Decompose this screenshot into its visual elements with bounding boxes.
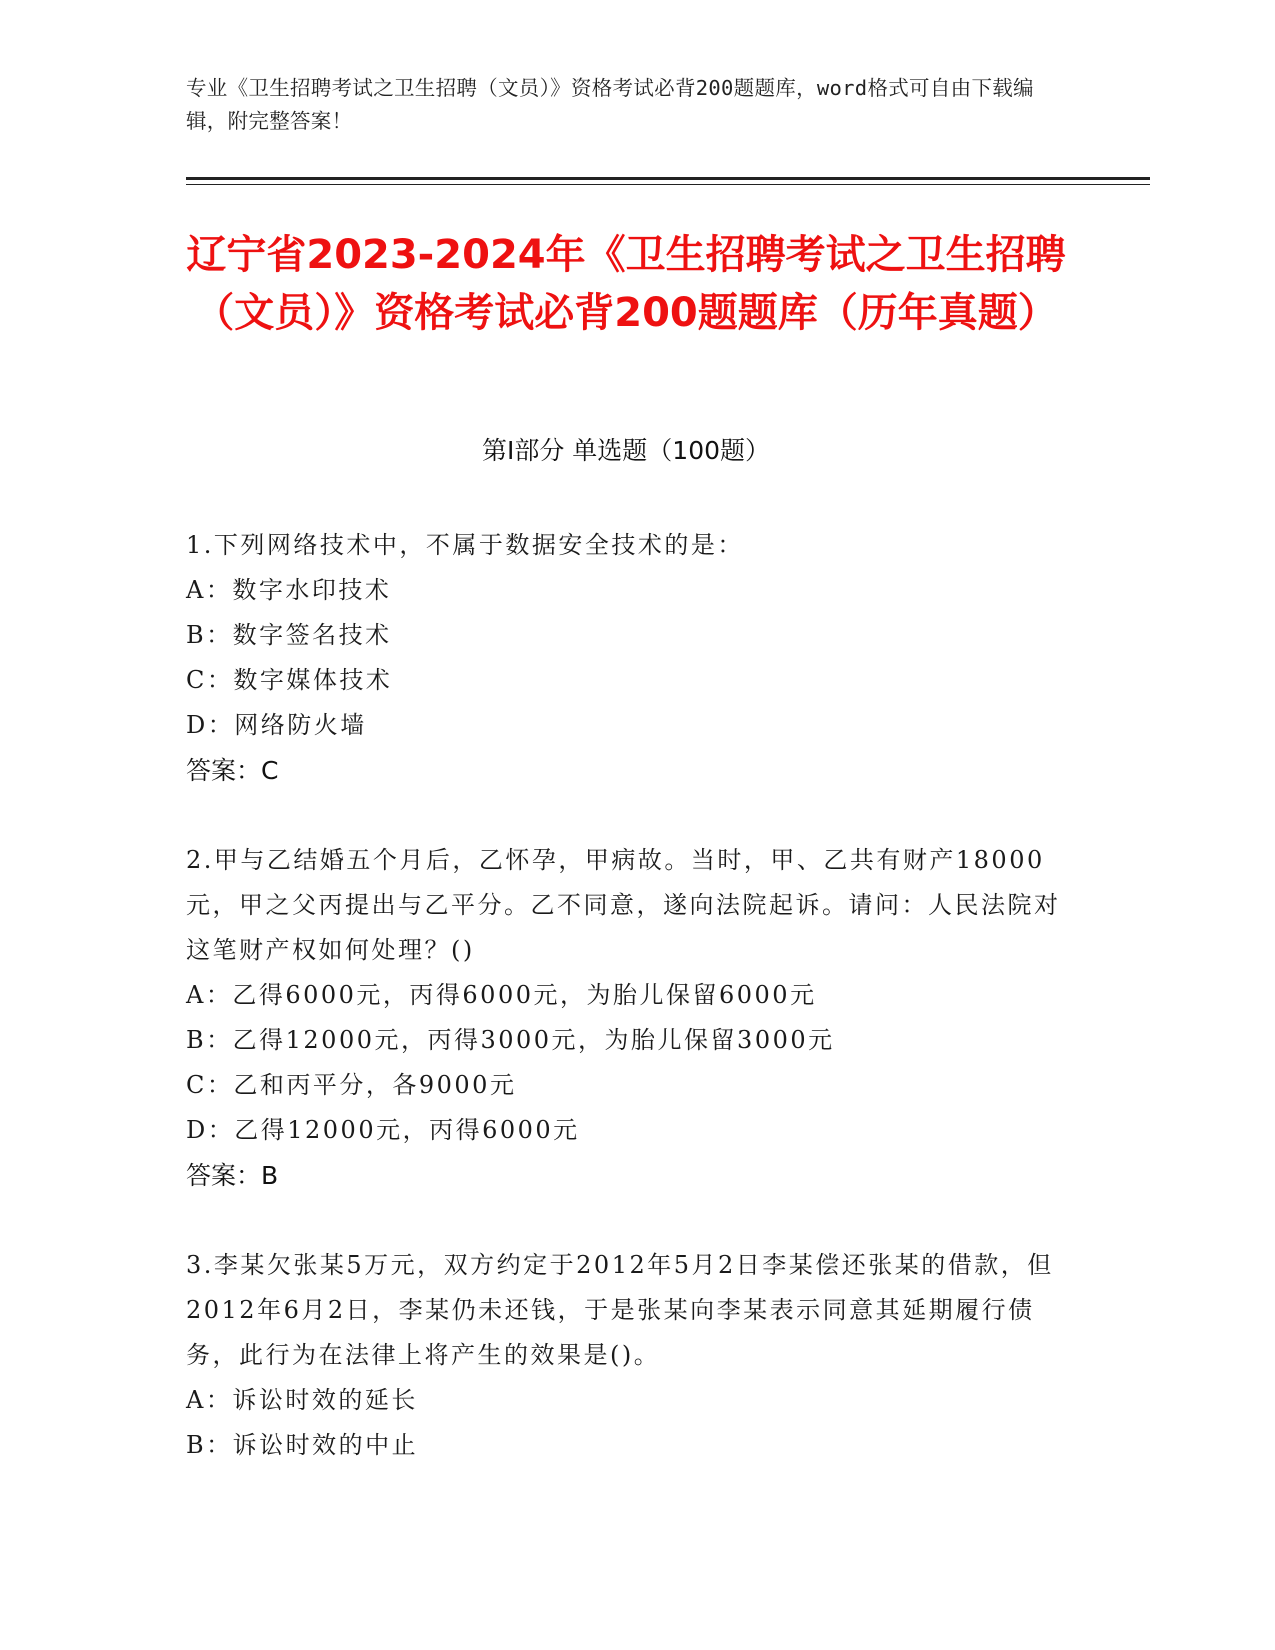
question-list [186,523,1076,1513]
question-1 [186,523,1076,793]
option-b: B：数字签名技术 [186,621,392,649]
option-b: B：诉讼时效的中止 [186,1431,419,1459]
header-divider-thin [186,184,1150,185]
answer-line: 答案：B [186,1161,279,1190]
option-a: A：诉讼时效的延长 [186,1386,418,1414]
question-3 [186,1243,1076,1468]
option-b: B：乙得12000元，丙得3000元，为胎儿保留3000元 [186,1026,835,1054]
section-title: 第Ⅰ部分 单选题（100题） [481,436,771,465]
question-2 [186,838,1076,1198]
option-c: C：乙和丙平分，各9000元 [186,1071,517,1099]
question-stem: 1.下列网络技术中，不属于数据安全技术的是： [186,531,744,559]
question-stem: 3.李某欠张某5万元，双方约定于2012年5月2日李某偿还张某的借款，但2012年6月2日，李某仍未还钱，于是张某向李某表示同意其延期履行债务，此行为在法律上将产生的效果是()。 [186,1251,1054,1369]
option-c: C：数字媒体技术 [186,666,393,694]
option-a: A：乙得6000元，丙得6000元，为胎儿保留6000元 [186,981,817,1009]
answer-line: 答案：C [186,756,279,785]
question-stem: 2.甲与乙结婚五个月后，乙怀孕，甲病故。当时，甲、乙共有财产18000元，甲之父丙提出与乙平分。乙不同意，遂向法院起诉。请问：人民法院对这笔财产权如何处理？() [186,846,1061,964]
header-note: 专业《卫生招聘考试之卫生招聘（文员）》资格考试必背200题题库，word格式可自由下载编辑，附完整答案！ [186,76,1034,133]
option-d: D：乙得12000元，丙得6000元 [186,1116,580,1144]
option-d: D：网络防火墙 [186,711,367,739]
option-a: A：数字水印技术 [186,576,392,604]
document-title: 辽宁省2023-2024年《卫生招聘考试之卫生招聘（文员）》资格考试必背200题题库（历年真题） [186,232,1066,336]
header-divider-thick [186,177,1150,180]
